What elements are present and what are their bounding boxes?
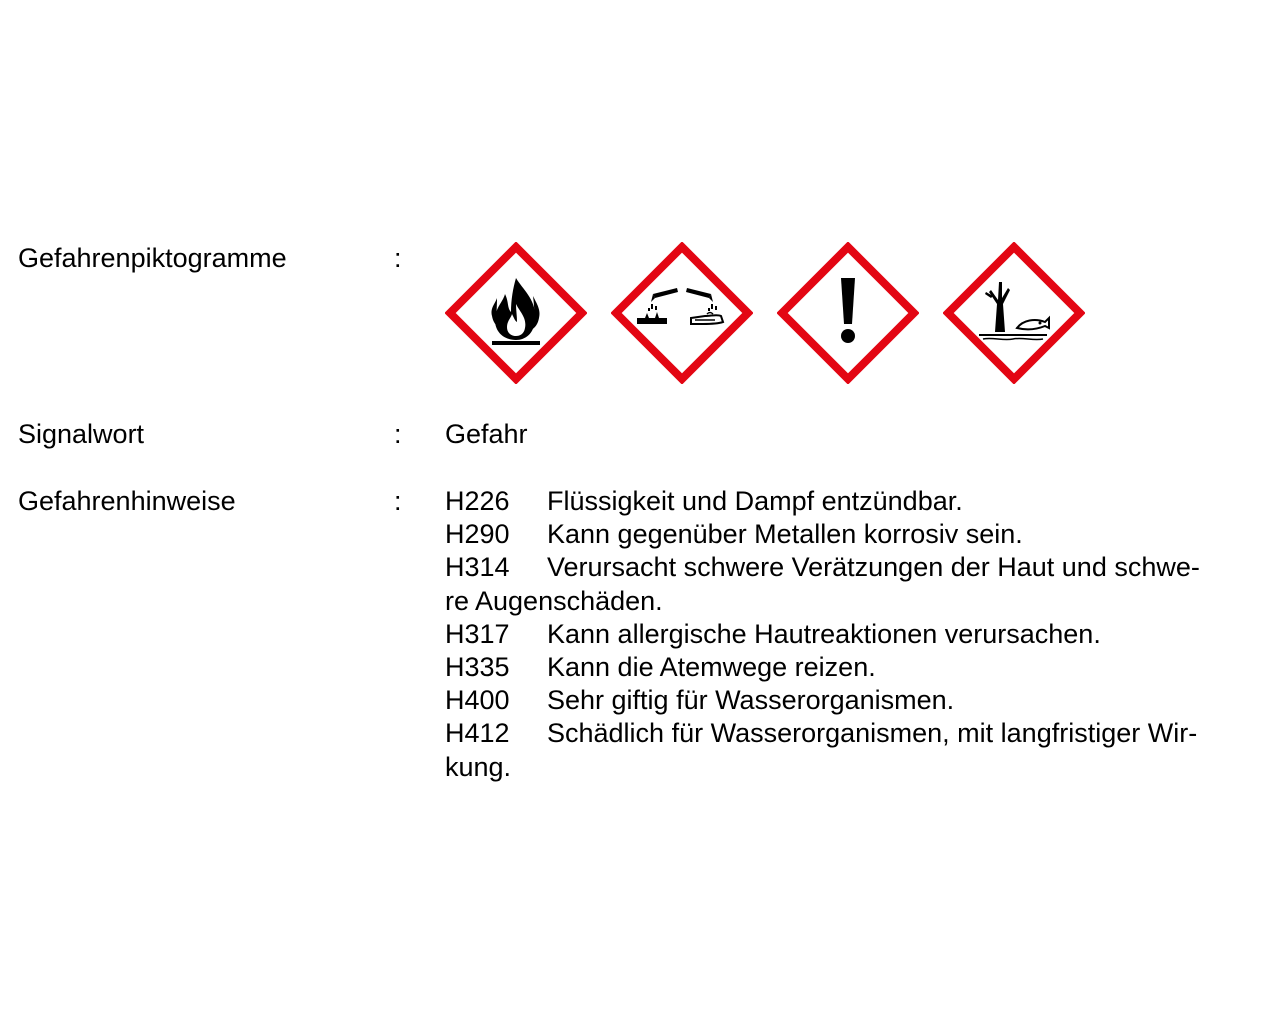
hazard-code: H290 xyxy=(445,519,510,550)
hazard-code: H317 xyxy=(445,618,510,649)
hazard-statement xyxy=(445,485,1255,518)
hazard-text-continuation: re Augenschäden. xyxy=(445,585,663,616)
signal-word-label: Signalwort xyxy=(18,419,145,449)
pictograms-colon: : xyxy=(394,243,402,273)
signal-word-value: Gefahr xyxy=(445,419,528,449)
pictograms-label: Gefahrenpiktogramme xyxy=(18,243,287,273)
hazard-text: Kann allergische Hautreaktionen verursachen. xyxy=(547,618,1101,649)
hazard-text-continuation: kung. xyxy=(445,751,512,782)
ghs07-exclamation-icon xyxy=(777,242,919,384)
hazard-statement xyxy=(445,618,1255,651)
hazard-statement xyxy=(445,717,1255,750)
hazard-pictograms xyxy=(445,242,1095,384)
hazard-text: Kann die Atemwege reizen. xyxy=(547,652,876,683)
hazard-code: H412 xyxy=(445,718,510,749)
ghs09-environment-icon xyxy=(943,242,1085,384)
hazard-statements-colon: : xyxy=(394,486,402,516)
hazard-statement xyxy=(445,651,1255,684)
ghs02-flame-icon xyxy=(445,242,587,384)
ghs05-corrosion-icon xyxy=(611,242,753,384)
hazard-code: H226 xyxy=(445,486,510,516)
hazard-statements-list xyxy=(445,485,1255,784)
hazard-code: H314 xyxy=(445,552,510,583)
hazard-statement xyxy=(445,551,1255,584)
signal-word-colon: : xyxy=(394,419,402,449)
hazard-text: Sehr giftig für Wasserorganismen. xyxy=(547,685,955,716)
hazard-text: Verursacht schwere Verätzungen der Haut und schwe- xyxy=(547,552,1200,583)
hazard-code: H335 xyxy=(445,652,510,683)
hazard-code: H400 xyxy=(445,685,510,716)
hazard-text: Schädlich für Wasserorganismen, mit langfristiger Wir- xyxy=(547,718,1198,749)
hazard-statement xyxy=(445,684,1255,717)
hazard-text: Kann gegenüber Metallen korrosiv sein. xyxy=(547,519,1023,550)
hazard-text: Flüssigkeit und Dampf entzündbar. xyxy=(547,486,963,516)
hazard-statement xyxy=(445,518,1255,551)
hazard-statements-label: Gefahrenhinweise xyxy=(18,486,236,516)
